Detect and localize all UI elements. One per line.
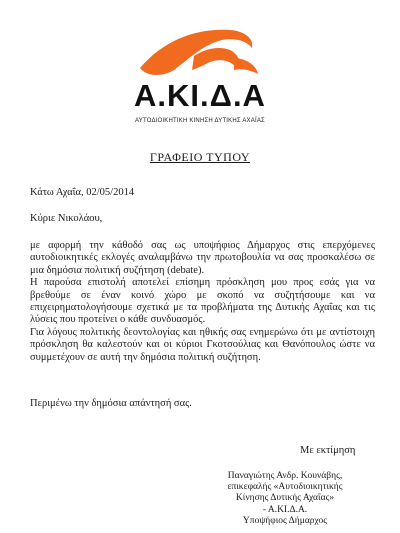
signature-org: Κίνησης Δυτικής Αχαΐας» bbox=[235, 493, 335, 504]
logo-subtitle: ΑΥΤΟΔΙΟΙΚΗΤΙΚΗ ΚΙΝΗΣΗ ΔΥΤΙΚΗΣ ΑΧΑΪΑΣ bbox=[135, 118, 265, 124]
page-heading: ΓΡΑΦΕΙΟ ΤΥΠΟΥ bbox=[149, 150, 251, 164]
date-line: Κάτω Αχαΐα, 02/05/2014 bbox=[30, 187, 135, 198]
body-paragraph: Η παρούσα επιστολή αποτελεί επίσημη πρόσκληση μου προς εσάς για να βρεθούμε σε έναν κοινό χώρο με σκοπό να συζητήσουμε και να επιχειρηματολογήσουμε σχετικά με τα προβλήματα της Δυτικής Αχαΐας και τις λύσεις που προτείνει ο κάθε συνδυασμός. bbox=[30, 277, 375, 326]
body-paragraph: Για λόγους πολιτικής δεοντολογίας και ηθικής σας ενημερώνω ότι με αντίστοιχη πρόσκληση θα καλεστούν και οι κύριοι Γκοτσούλιας και Θανόπουλος ώστε να συμμετέχουν σε αυτή την δημόσια πολιτική συζήτηση. bbox=[30, 326, 375, 363]
letter-body bbox=[30, 240, 375, 364]
closing-line: Περιμένω την δημόσια απάντησή σας. bbox=[30, 398, 192, 409]
orange-swoosh-logo-icon bbox=[134, 18, 264, 82]
signature-title: Υποψήφιος Δήμαρχος bbox=[242, 515, 328, 526]
logo-title: Α.ΚΙ.Δ.Α bbox=[134, 78, 266, 113]
akida-logo bbox=[120, 18, 280, 136]
signature-block bbox=[195, 471, 375, 527]
signature-role: επικεφαλής «Αυτοδιοικητικής bbox=[227, 482, 343, 493]
signature-name: Παναγιώτης Ανδρ. Κουνάβης, bbox=[227, 471, 343, 481]
signature-acronym: - Α.ΚΙ.Δ.Α. bbox=[262, 504, 308, 515]
salutation: Κύριε Νικολάου, bbox=[30, 213, 103, 224]
signoff: Με εκτίμηση bbox=[300, 445, 356, 456]
body-paragraph: με αφορμή την κάθοδό σας ως υποψήφιος Δήμαρχος στις επερχόμενες αυτοδιοικητικές εκλογές αναλαμβάνω την πρωτοβουλία να σας προσκαλέσω σε μια δημόσια πολιτική συζήτηση (debate). bbox=[30, 240, 375, 276]
